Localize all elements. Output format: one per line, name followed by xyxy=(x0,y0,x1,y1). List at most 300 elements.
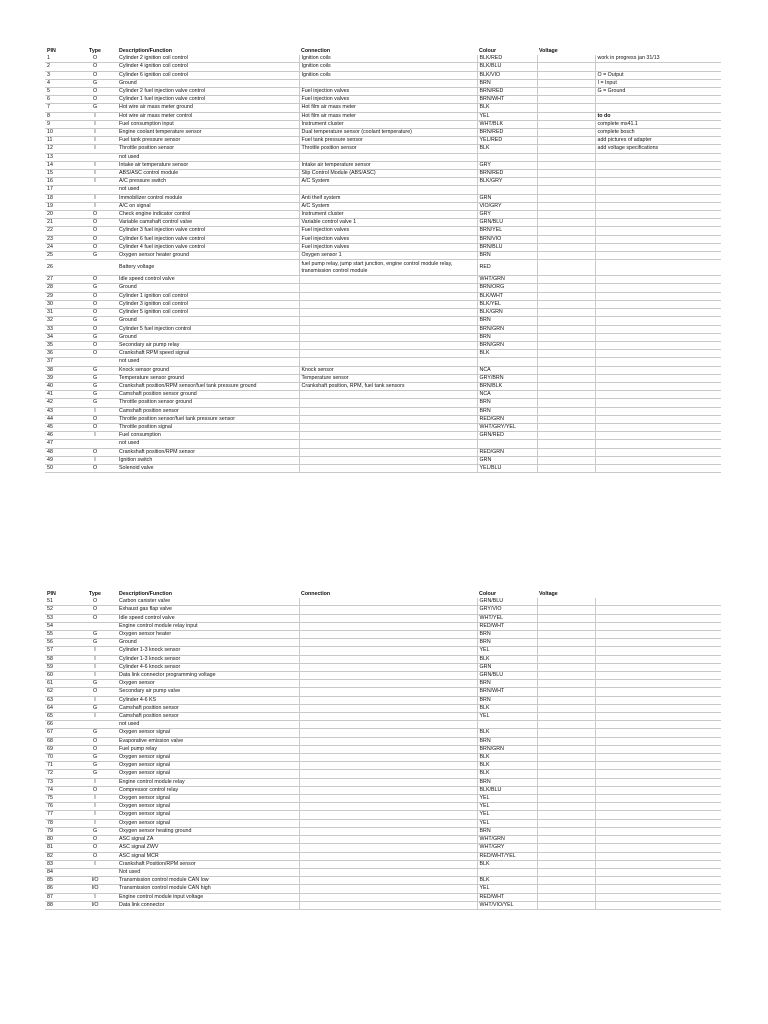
cell-description: ASC signal MCR xyxy=(117,852,299,860)
header-notes xyxy=(595,48,721,55)
cell-description: Transmission control module CAN low xyxy=(117,877,299,885)
cell-pin: 13 xyxy=(45,153,73,161)
cell-colour: BLK xyxy=(477,145,537,153)
cell-colour: GRN xyxy=(477,456,537,464)
cell-colour: BRN/RED xyxy=(477,88,537,96)
cell-voltage xyxy=(537,631,595,639)
cell-notes xyxy=(595,292,721,300)
cell-colour: BRN/YEL xyxy=(477,227,537,235)
cell-description: Idle speed control valve xyxy=(117,614,299,622)
cell-pin: 16 xyxy=(45,178,73,186)
cell-connection xyxy=(299,639,477,647)
cell-colour: BLK/BLU xyxy=(477,786,537,794)
cell-pin: 75 xyxy=(45,795,73,803)
cell-connection xyxy=(299,415,477,423)
cell-description: Cylinder 2 ignition coil control xyxy=(117,55,299,63)
cell-type: O xyxy=(73,219,117,227)
cell-type: O xyxy=(73,606,117,614)
cell-notes xyxy=(595,170,721,178)
cell-notes xyxy=(595,606,721,614)
cell-voltage xyxy=(537,120,595,128)
cell-colour xyxy=(477,358,537,366)
cell-notes xyxy=(595,276,721,284)
cell-description: Solenoid valve xyxy=(117,464,299,472)
cell-colour: BRN xyxy=(477,317,537,325)
cell-notes xyxy=(595,399,721,407)
cell-colour: VIO/GRY xyxy=(477,202,537,210)
cell-pin: 38 xyxy=(45,366,73,374)
cell-type: O xyxy=(73,737,117,745)
cell-notes xyxy=(595,852,721,860)
cell-colour: BRN/GRN xyxy=(477,325,537,333)
cell-description: Check engine indicator control xyxy=(117,211,299,219)
header-description: Description/Function xyxy=(119,591,172,597)
cell-colour: BRN/BLK xyxy=(477,382,537,390)
table-row xyxy=(45,655,721,663)
cell-description: Not used xyxy=(117,868,299,876)
cell-pin: 34 xyxy=(45,333,73,341)
cell-pin: 74 xyxy=(45,786,73,794)
cell-voltage xyxy=(537,235,595,243)
cell-voltage xyxy=(537,745,595,753)
cell-connection xyxy=(299,153,477,161)
cell-voltage xyxy=(537,71,595,79)
table-row xyxy=(45,680,721,688)
cell-type: G xyxy=(73,639,117,647)
cell-colour: RED/WHT/YEL xyxy=(477,852,537,860)
cell-type: O xyxy=(73,227,117,235)
cell-notes xyxy=(595,415,721,423)
cell-type: I/O xyxy=(73,885,117,893)
cell-notes xyxy=(595,639,721,647)
cell-notes xyxy=(595,317,721,325)
cell-description: Camshaft position sensor ground xyxy=(117,391,299,399)
cell-colour: GRY xyxy=(477,211,537,219)
cell-description: Oxygen sensor signal xyxy=(117,819,299,827)
cell-description: Cylinder 6 fuel injection valve control xyxy=(117,235,299,243)
cell-notes xyxy=(595,309,721,317)
cell-type: I xyxy=(73,161,117,169)
cell-colour: WHT/GRY xyxy=(477,844,537,852)
cell-pin: 49 xyxy=(45,456,73,464)
cell-connection xyxy=(299,688,477,696)
cell-connection xyxy=(299,440,477,448)
cell-connection xyxy=(299,614,477,622)
cell-colour: YEL xyxy=(477,811,537,819)
cell-voltage xyxy=(537,778,595,786)
cell-notes xyxy=(595,688,721,696)
cell-pin: 81 xyxy=(45,844,73,852)
cell-description: Cylinder 2 fuel injection valve control xyxy=(117,88,299,96)
cell-description: Throttle position sensor xyxy=(117,145,299,153)
cell-voltage xyxy=(537,456,595,464)
table-row xyxy=(45,770,721,778)
cell-colour: BRN/ORG xyxy=(477,284,537,292)
cell-type: O xyxy=(73,243,117,251)
cell-voltage xyxy=(537,852,595,860)
pin-table-1 xyxy=(45,48,721,473)
cell-description: Oxygen sensor signal xyxy=(117,770,299,778)
cell-notes xyxy=(595,622,721,630)
table-row xyxy=(45,161,721,169)
cell-connection xyxy=(299,729,477,737)
cell-colour: BRN/GRN xyxy=(477,745,537,753)
cell-colour: WHT/BLK xyxy=(477,120,537,128)
cell-description: Cylinder 4-6 knock sensor xyxy=(117,663,299,671)
cell-pin: 8 xyxy=(45,112,73,120)
cell-connection xyxy=(299,350,477,358)
cell-connection xyxy=(299,292,477,300)
cell-pin: 9 xyxy=(45,120,73,128)
cell-description: Evaporative emission valve xyxy=(117,737,299,745)
cell-colour: YEL/BLU xyxy=(477,464,537,472)
cell-pin: 27 xyxy=(45,276,73,284)
cell-type: G xyxy=(73,680,117,688)
cell-connection xyxy=(299,325,477,333)
cell-type: I xyxy=(73,647,117,655)
cell-voltage xyxy=(537,161,595,169)
cell-notes xyxy=(595,885,721,893)
cell-description: Idle speed control valve xyxy=(117,276,299,284)
cell-type xyxy=(73,358,117,366)
table-row xyxy=(45,844,721,852)
cell-colour: GRN/BLU xyxy=(477,219,537,227)
cell-pin: 28 xyxy=(45,284,73,292)
table-row xyxy=(45,631,721,639)
cell-notes: O = Output xyxy=(595,71,721,79)
cell-colour: BRN/WHT xyxy=(477,688,537,696)
cell-description: Engine control module relay input xyxy=(117,622,299,630)
cell-colour: WHT/GRN xyxy=(477,836,537,844)
cell-notes xyxy=(595,440,721,448)
cell-type: G xyxy=(73,333,117,341)
cell-colour: BRN xyxy=(477,737,537,745)
cell-voltage xyxy=(537,391,595,399)
cell-type: I/O xyxy=(73,877,117,885)
cell-type: I xyxy=(73,655,117,663)
cell-connection xyxy=(299,186,477,194)
cell-type: G xyxy=(73,252,117,260)
cell-voltage xyxy=(537,762,595,770)
cell-connection xyxy=(299,778,477,786)
cell-type: O xyxy=(73,276,117,284)
cell-voltage xyxy=(537,795,595,803)
cell-pin: 66 xyxy=(45,721,73,729)
cell-notes xyxy=(595,96,721,104)
cell-notes xyxy=(595,696,721,704)
cell-colour: GRN xyxy=(477,194,537,202)
cell-pin: 2 xyxy=(45,63,73,71)
cell-notes xyxy=(595,655,721,663)
cell-type: O xyxy=(73,464,117,472)
table-row xyxy=(45,721,721,729)
cell-colour: GRN xyxy=(477,663,537,671)
cell-colour: YEL xyxy=(477,795,537,803)
cell-voltage xyxy=(537,704,595,712)
cell-notes xyxy=(595,366,721,374)
table-row xyxy=(45,885,721,893)
table-row xyxy=(45,803,721,811)
cell-description: Transmission control module CAN high xyxy=(117,885,299,893)
table-row xyxy=(45,243,721,251)
cell-description: Compressor control relay xyxy=(117,786,299,794)
table-row xyxy=(45,96,721,104)
cell-voltage xyxy=(537,350,595,358)
cell-connection: A/C System xyxy=(299,178,477,186)
cell-voltage xyxy=(537,901,595,909)
cell-description: Oxygen sensor xyxy=(117,680,299,688)
cell-connection xyxy=(299,819,477,827)
cell-description: Oxygen sensor signal xyxy=(117,795,299,803)
cell-notes: to do xyxy=(595,112,721,120)
cell-colour xyxy=(477,868,537,876)
cell-pin: 53 xyxy=(45,614,73,622)
cell-description: Hot wire air mass meter control xyxy=(117,112,299,120)
cell-description: Camshaft position sensor xyxy=(117,704,299,712)
table-row xyxy=(45,186,721,194)
cell-voltage xyxy=(537,680,595,688)
cell-voltage xyxy=(537,803,595,811)
cell-colour: BRN xyxy=(477,680,537,688)
table-row xyxy=(45,219,721,227)
cell-colour: BLK/VIO xyxy=(477,71,537,79)
cell-description: Cylinder 5 ignition coil control xyxy=(117,309,299,317)
cell-description: Cylinder 1 fuel injection valve control xyxy=(117,96,299,104)
cell-notes xyxy=(595,211,721,219)
cell-connection xyxy=(299,770,477,778)
cell-colour: YEL/RED xyxy=(477,137,537,145)
cell-connection: Knock sensor xyxy=(299,366,477,374)
cell-pin: 83 xyxy=(45,860,73,868)
cell-notes xyxy=(595,704,721,712)
cell-voltage xyxy=(537,284,595,292)
cell-type: O xyxy=(73,415,117,423)
cell-notes xyxy=(595,374,721,382)
cell-colour: BLK xyxy=(477,729,537,737)
cell-colour: WHT/GRY/YEL xyxy=(477,423,537,431)
table-row xyxy=(45,893,721,901)
cell-description: Immobilizer control module xyxy=(117,194,299,202)
cell-type xyxy=(73,153,117,161)
cell-type xyxy=(73,440,117,448)
cell-pin: 4 xyxy=(45,79,73,87)
cell-voltage xyxy=(537,178,595,186)
cell-pin: 62 xyxy=(45,688,73,696)
table-row xyxy=(45,104,721,112)
cell-description: Engine control module relay xyxy=(117,778,299,786)
cell-connection xyxy=(299,432,477,440)
cell-colour xyxy=(477,440,537,448)
cell-notes xyxy=(595,819,721,827)
table-row xyxy=(45,63,721,71)
cell-notes xyxy=(595,284,721,292)
cell-connection xyxy=(299,663,477,671)
cell-pin: 71 xyxy=(45,762,73,770)
cell-pin: 20 xyxy=(45,211,73,219)
cell-connection xyxy=(299,696,477,704)
header-pin: PIN xyxy=(47,48,56,54)
cell-type: O xyxy=(73,63,117,71)
cell-voltage xyxy=(537,407,595,415)
cell-colour: GRY xyxy=(477,161,537,169)
cell-description: Cylinder 3 ignition coil control xyxy=(117,300,299,308)
cell-type: O xyxy=(73,448,117,456)
cell-colour: YEL xyxy=(477,713,537,721)
table-row xyxy=(45,688,721,696)
cell-colour: WHT/GRN xyxy=(477,276,537,284)
cell-voltage xyxy=(537,606,595,614)
cell-notes xyxy=(595,893,721,901)
header-type: Type xyxy=(89,591,101,597)
cell-type: I xyxy=(73,663,117,671)
cell-connection xyxy=(299,836,477,844)
cell-type: O xyxy=(73,211,117,219)
cell-connection xyxy=(299,317,477,325)
cell-description: Ground xyxy=(117,284,299,292)
cell-voltage xyxy=(537,96,595,104)
cell-pin: 67 xyxy=(45,729,73,737)
cell-type: G xyxy=(73,770,117,778)
cell-type: I xyxy=(73,178,117,186)
cell-voltage xyxy=(537,423,595,431)
cell-pin: 37 xyxy=(45,358,73,366)
cell-colour: BRN/BLU xyxy=(477,243,537,251)
cell-type: G xyxy=(73,79,117,87)
cell-pin: 32 xyxy=(45,317,73,325)
table-row xyxy=(45,88,721,96)
cell-pin: 30 xyxy=(45,300,73,308)
cell-voltage xyxy=(537,614,595,622)
cell-voltage xyxy=(537,448,595,456)
cell-description: Oxygen sensor signal xyxy=(117,803,299,811)
cell-voltage xyxy=(537,186,595,194)
cell-connection xyxy=(299,680,477,688)
cell-voltage xyxy=(537,112,595,120)
cell-description: Fuel tank pressure sensor xyxy=(117,137,299,145)
cell-colour: BRN xyxy=(477,79,537,87)
cell-notes xyxy=(595,770,721,778)
table-row xyxy=(45,137,721,145)
cell-description: Camshaft position sensor xyxy=(117,407,299,415)
cell-type: I xyxy=(73,202,117,210)
cell-connection: Hot film air mass meter xyxy=(299,112,477,120)
cell-pin: 41 xyxy=(45,391,73,399)
cell-description: Variable camshaft control valve xyxy=(117,219,299,227)
cell-voltage xyxy=(537,145,595,153)
cell-notes: complete bosch xyxy=(595,129,721,137)
cell-voltage xyxy=(537,868,595,876)
cell-voltage xyxy=(537,309,595,317)
cell-notes xyxy=(595,598,721,606)
cell-connection: Variable control valve 1 xyxy=(299,219,477,227)
cell-type: O xyxy=(73,852,117,860)
cell-type: I xyxy=(73,672,117,680)
cell-connection xyxy=(299,333,477,341)
cell-pin: 11 xyxy=(45,137,73,145)
table-row xyxy=(45,153,721,161)
header-colour: Colour xyxy=(479,48,497,54)
cell-description: Crankshaft RPM speed signal xyxy=(117,350,299,358)
header-connection: Connection xyxy=(301,48,331,54)
cell-type: I xyxy=(73,120,117,128)
cell-colour: BRN/WHT xyxy=(477,96,537,104)
cell-voltage xyxy=(537,836,595,844)
cell-pin: 47 xyxy=(45,440,73,448)
cell-description: Oxygen sensor heating ground xyxy=(117,827,299,835)
cell-type: G xyxy=(73,827,117,835)
header-voltage: Voltage xyxy=(539,591,558,597)
cell-notes xyxy=(595,745,721,753)
cell-voltage xyxy=(537,374,595,382)
cell-voltage xyxy=(537,366,595,374)
cell-connection xyxy=(299,309,477,317)
cell-colour: BLK/RED xyxy=(477,55,537,63)
cell-colour: WHT/YEL xyxy=(477,614,537,622)
cell-notes xyxy=(595,178,721,186)
cell-colour: GRN/RED xyxy=(477,432,537,440)
cell-voltage xyxy=(537,827,595,835)
table-row xyxy=(45,432,721,440)
cell-type: G xyxy=(73,704,117,712)
cell-pin: 42 xyxy=(45,399,73,407)
cell-colour: BRN xyxy=(477,827,537,835)
table-row xyxy=(45,795,721,803)
cell-connection: Throttle position sensor xyxy=(299,145,477,153)
cell-colour: YEL xyxy=(477,885,537,893)
cell-pin: 84 xyxy=(45,868,73,876)
table-row xyxy=(45,317,721,325)
table-row xyxy=(45,202,721,210)
cell-type: I xyxy=(73,432,117,440)
cell-voltage xyxy=(537,243,595,251)
table-header-row xyxy=(45,48,721,55)
cell-voltage xyxy=(537,88,595,96)
cell-voltage xyxy=(537,415,595,423)
cell-description: Throttle position signal xyxy=(117,423,299,431)
cell-type xyxy=(73,868,117,876)
cell-pin: 86 xyxy=(45,885,73,893)
cell-colour: BRN/RED xyxy=(477,129,537,137)
cell-description: Oxygen sensor signal xyxy=(117,811,299,819)
cell-voltage xyxy=(537,211,595,219)
cell-notes xyxy=(595,877,721,885)
cell-pin: 82 xyxy=(45,852,73,860)
cell-notes xyxy=(595,407,721,415)
table-row xyxy=(45,358,721,366)
cell-notes xyxy=(595,721,721,729)
table-row xyxy=(45,129,721,137)
table-row xyxy=(45,877,721,885)
cell-voltage xyxy=(537,885,595,893)
cell-type: G xyxy=(73,762,117,770)
cell-description: Ground xyxy=(117,79,299,87)
cell-description: Secondary air pump valve xyxy=(117,688,299,696)
cell-colour: BRN xyxy=(477,399,537,407)
table-body xyxy=(45,598,721,909)
cell-connection xyxy=(299,391,477,399)
cell-description: ASC signal ZA xyxy=(117,836,299,844)
cell-connection xyxy=(299,464,477,472)
cell-colour: YEL xyxy=(477,803,537,811)
cell-voltage xyxy=(537,672,595,680)
cell-description: Crankshaft position/RPM sensor/fuel tank pressure ground xyxy=(117,382,299,390)
cell-colour: BLK xyxy=(477,762,537,770)
cell-description: Camshaft position sensor xyxy=(117,713,299,721)
table-row xyxy=(45,284,721,292)
cell-description: Data link connector programming voltage xyxy=(117,672,299,680)
cell-type: I xyxy=(73,129,117,137)
cell-pin: 44 xyxy=(45,415,73,423)
